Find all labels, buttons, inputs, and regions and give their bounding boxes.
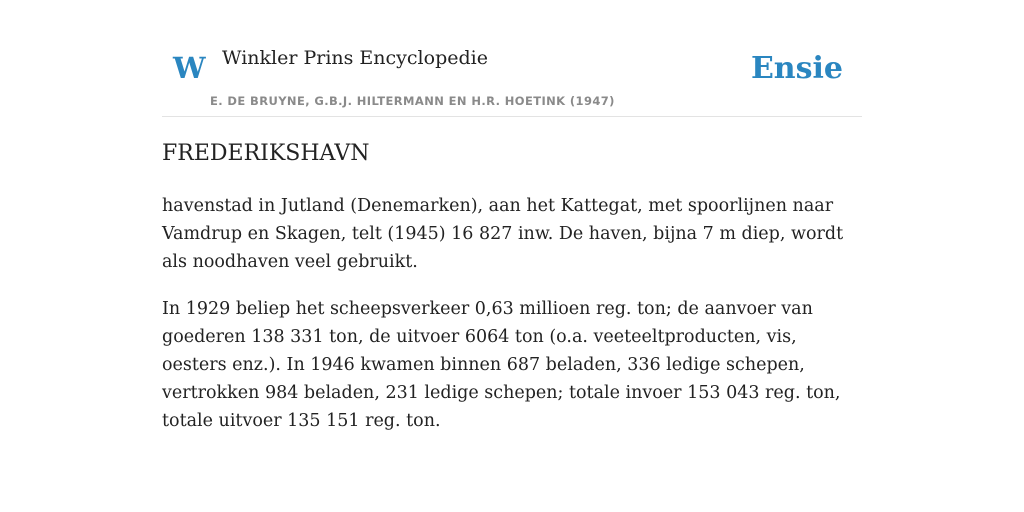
page-header bbox=[162, 0, 862, 117]
encyclopedia-logo[interactable]: W bbox=[173, 51, 206, 85]
ensie-brand-logo[interactable]: Ensie bbox=[750, 51, 843, 86]
encyclopedia-title[interactable]: Winkler Prins Encyclopedie bbox=[222, 47, 488, 69]
article-paragraph: havenstad in Jutland (Denemarken), aan het Kattegat, met spoorlijnen naar Vamdrup en Skagen, telt (1945) 16 827 inw. De haven, bijna 7 m diep, wordt als noodhaven veel gebruikt. bbox=[162, 196, 844, 272]
authors-credit: E. DE BRUYNE, G.B.J. HILTERMANN EN H.R. HOETINK (1947) bbox=[210, 94, 615, 108]
article-paragraph: In 1929 beliep het scheepsverkeer 0,63 millioen reg. ton; de aanvoer van goederen 138 331 ton, de uitvoer 6064 ton (o.a. veeteeltproducten, vis, oesters enz.). In 1946 kwamen binnen 687 beladen, 336 ledige schepen, vertrokken 984 beladen, 231 ledige schepen; totale invoer 153 043 reg. ton, totale uitvoer 135 151 reg. ton. bbox=[162, 299, 841, 431]
article bbox=[162, 138, 862, 435]
article-headword: FREDERIKSHAVN bbox=[162, 141, 370, 166]
